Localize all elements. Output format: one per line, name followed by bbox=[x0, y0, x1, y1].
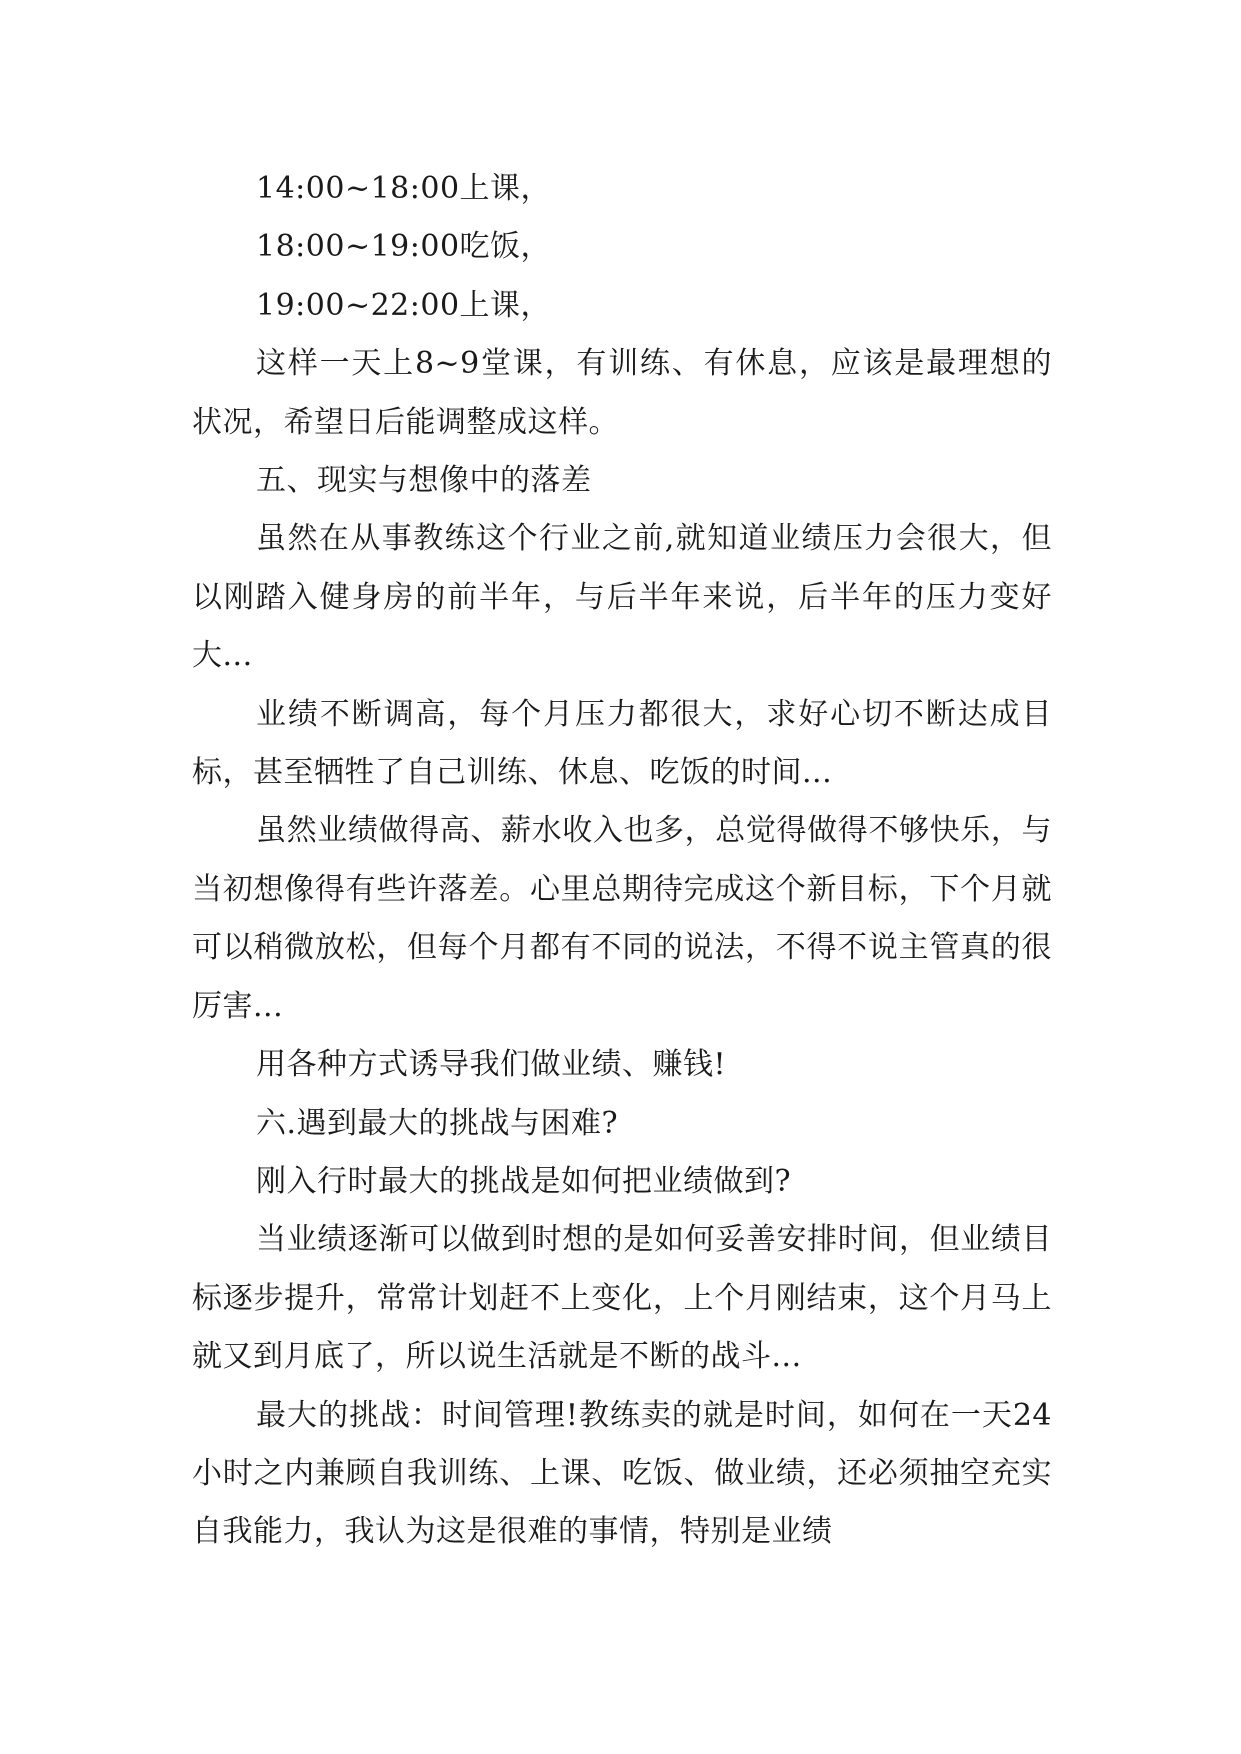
section-heading-5: 五、现实与想像中的落差 bbox=[256, 463, 592, 499]
schedule-line-2: 18:00~19:00吃饭， bbox=[256, 229, 552, 265]
paragraph-ideal-schedule: 这样一天上8~9堂课，有训练、有休息，应该是最理想的状况，希望日后能调整成这样。 bbox=[192, 346, 1052, 440]
paragraph-pressure: 虽然在从事教练这个行业之前,就知道业绩压力会很大，但以刚踏入健身房的前半年，与后半年来说，后半年的压力变好大... bbox=[192, 521, 1052, 674]
paragraph-induce: 用各种方式诱导我们做业绩、赚钱! bbox=[256, 1047, 727, 1083]
paragraph-targets: 业绩不断调高，每个月压力都很大，求好心切不断达成目标，甚至牺牲了自己训练、休息、吃饭的时间... bbox=[192, 696, 1052, 791]
document-body bbox=[192, 160, 1052, 1562]
schedule-line-1: 14:00~18:00上课， bbox=[256, 171, 552, 206]
paragraph-time-arrangement: 当业绩逐渐可以做到时想的是如何妥善安排时间，但业绩目标逐步提升，常常计划赶不上变化，上个月刚结束，这个月马上就又到月底了，所以说生活就是不断的战斗... bbox=[192, 1222, 1052, 1375]
section-heading-6: 六.遇到最大的挑战与困难? bbox=[256, 1105, 619, 1141]
paragraph-first-challenge: 刚入行时最大的挑战是如何把业绩做到? bbox=[256, 1163, 792, 1199]
schedule-line-3: 19:00~22:00上课， bbox=[256, 287, 552, 323]
paragraph-time-management: 最大的挑战：时间管理!教练卖的就是时间，如何在一天24小时之内兼顾自我训练、上课、吃饭、做业绩，还必须抽空充实自我能力，我认为这是很难的事情，特别是业绩 bbox=[192, 1397, 1052, 1550]
paragraph-gap: 虽然业绩做得高、薪水收入也多，总觉得做得不够快乐，与当初想像得有些许落差。心里总期待完成这个新目标，下个月就可以稍微放松，但每个月都有不同的说法，不得不说主管真的很厉害... bbox=[192, 813, 1052, 1024]
